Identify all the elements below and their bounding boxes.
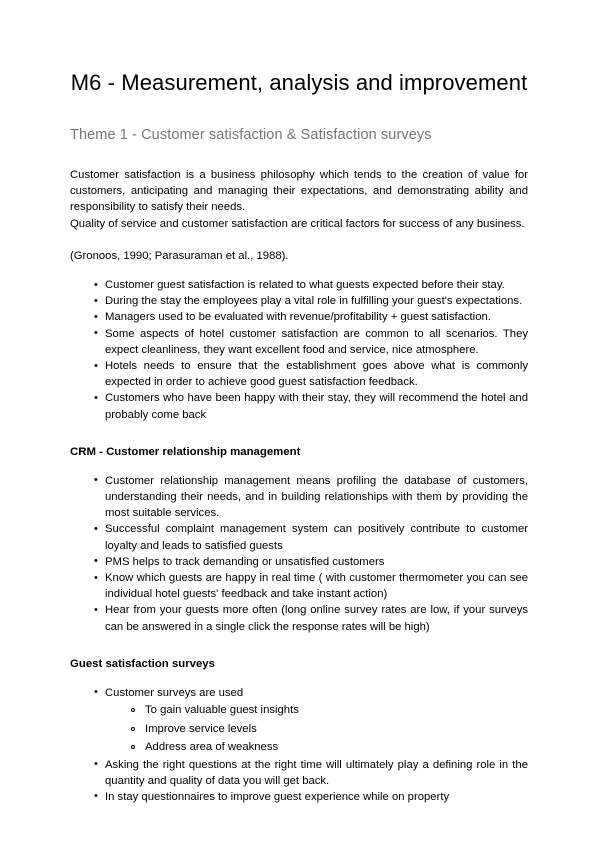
list-item: • Managers used to be evaluated with revenue/profitability + guest satisfaction. xyxy=(70,309,528,325)
list-item: • Hear from your guests more often (long online survey rates are low, if your surveys can be answered in a single click the response rates will be high) xyxy=(70,602,528,634)
list-item: • Hotels needs to ensure that the establishment goes above what is commonly expected in order to achieve good guest satisfaction feedback. xyxy=(70,358,528,390)
sub-list-item: Address area of weakness xyxy=(105,738,528,757)
surveys-sub-bullet-list xyxy=(105,701,528,757)
intro-bullet-list xyxy=(70,264,528,423)
list-item: • Asking the right questions at the right time will ultimately play a defining role in the quantity and quality of data you will get back. xyxy=(70,757,528,789)
section-heading-crm: CRM - Customer relationship management xyxy=(70,445,301,458)
list-item: • PMS helps to track demanding or unsatisfied customers xyxy=(70,554,528,570)
sub-list-item: Improve service levels xyxy=(105,720,528,739)
list-item: • Customers who have been happy with their stay, they will recommend the hotel and probably come back xyxy=(70,390,528,422)
list-item: • In stay questionnaires to improve guest experience while on property xyxy=(70,789,528,805)
list-item xyxy=(70,685,528,757)
list-item-label: Customer surveys are used xyxy=(105,686,244,699)
intro-paragraph-1: Customer satisfaction is a business philosophy which tends to the creation of value for customers, anticipating and managing their expectations, and demonstrating ability and responsibility to satisfy their needs. xyxy=(70,169,528,214)
list-item: • Customer guest satisfaction is related to what guests expected before their stay. xyxy=(70,277,528,293)
intro-citation: (Gronoos, 1990; Parasuraman et al., 1988). xyxy=(70,249,289,262)
intro-paragraph-2: Quality of service and customer satisfaction are critical factors for success of any business. xyxy=(70,217,525,230)
surveys-bullet-list xyxy=(70,672,528,805)
crm-bullet-list xyxy=(70,460,528,635)
section-heading-guest-satisfaction-surveys: Guest satisfaction surveys xyxy=(70,657,215,670)
intro-paragraph-block xyxy=(70,167,528,264)
list-item: • Customer relationship management means profiling the database of customers, understanding their needs, and in building relationships with them by providing the most suitable services. xyxy=(70,473,528,522)
list-item: • Some aspects of hotel customer satisfaction are common to all scenarios. They expect cleanliness, they want excellent food and service, nice atmosphere. xyxy=(70,326,528,358)
document-content xyxy=(70,0,528,805)
sub-list-item: To gain valuable guest insights xyxy=(105,701,528,720)
document-subtitle: Theme 1 - Customer satisfaction & Satisfaction surveys xyxy=(70,127,432,143)
list-item: • Know which guests are happy in real time ( with customer thermometer you can see individual hotel guests' feedback and take instant action) xyxy=(70,570,528,602)
list-item: • Successful complaint management system can positively contribute to customer loyalty and leads to satisfied guests xyxy=(70,521,528,553)
page-title: M6 - Measurement, analysis and improvement xyxy=(70,70,528,95)
list-item: • During the stay the employees play a vital role in fulfilling your guest's expectations. xyxy=(70,293,528,309)
